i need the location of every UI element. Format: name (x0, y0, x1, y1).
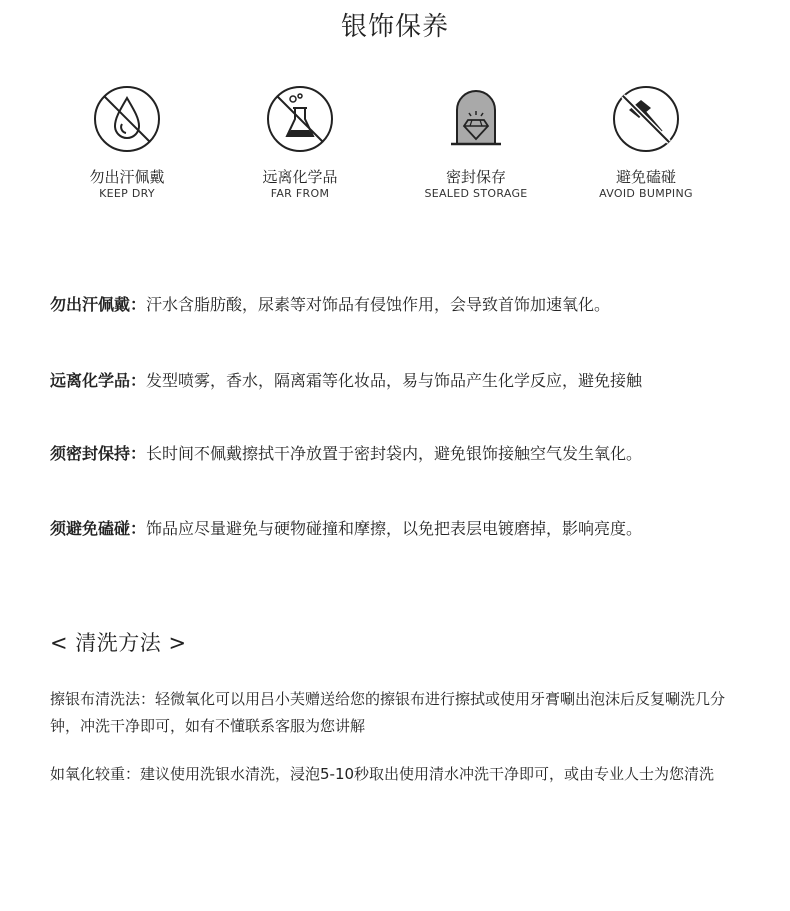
icon-label-cn: 避免磕碰 (615, 168, 676, 186)
care-rule (50, 443, 770, 465)
icon-label-en: SEALED STORAGE (424, 187, 528, 200)
sealed-diamond-dome-icon (441, 84, 511, 154)
care-rule (50, 294, 770, 316)
care-rule (50, 370, 770, 392)
care-icons-row (0, 84, 790, 214)
cleaning-paragraph: 如氧化较重：建议使用洗银水清洗，浸泡5-10秒取出使用清水冲洗干净即可，或由专业人士为您清洗 (50, 765, 715, 783)
icon-block-keep-dry (42, 84, 212, 202)
icon-label-en: KEEP DRY (99, 187, 155, 200)
icon-label-cn: 密封保存 (445, 168, 506, 186)
care-rule-text: 汗水含脂肪酸，尿素等对饰品有侵蚀作用，会导致首饰加速氧化。 (146, 295, 611, 314)
no-chemical-flask-icon (265, 84, 335, 154)
icon-label-en: FAR FROM (270, 187, 330, 200)
icon-block-far-from (215, 84, 385, 202)
icon-label-en: AVOID BUMPING (599, 187, 693, 200)
no-hammer-icon (611, 84, 681, 154)
care-rule-heading: 须密封保持： (50, 444, 147, 463)
care-rule-text: 发型喷雾，香水，隔离霜等化妆品，易与饰品产生化学反应，避免接触 (146, 371, 643, 390)
no-water-drop-icon (92, 84, 162, 154)
care-rule-text: 长时间不佩戴擦拭干净放置于密封袋内，避免银饰接触空气发生氧化。 (146, 444, 643, 463)
care-rule-heading: 须避免磕碰： (50, 519, 147, 538)
care-rule-text: 饰品应尽量避免与硬物碰撞和摩擦，以免把表层电镀磨掉，影响亮度。 (146, 519, 643, 538)
icon-label-cn: 勿出汗佩戴 (89, 168, 165, 186)
care-rule-heading: 远离化学品： (50, 371, 147, 390)
icon-label-cn: 远离化学品 (262, 168, 338, 186)
care-rule-heading: 勿出汗佩戴： (50, 295, 147, 314)
cleaning-paragraph: 擦银布清洗法：轻微氧化可以用吕小芙赠送给您的擦银布进行擦拭或使用牙膏唰出泡沫后反复唰洗几分钟，冲洗干净即可，如有不懂联系客服为您讲解 (50, 690, 726, 735)
icon-block-avoid-bumping (561, 84, 731, 202)
cleaning-section-title: < 清洗方法 > (50, 631, 187, 655)
care-rule (50, 518, 770, 540)
page-title: 银饰保养 (340, 12, 449, 42)
icon-block-sealed-storage (391, 84, 561, 202)
